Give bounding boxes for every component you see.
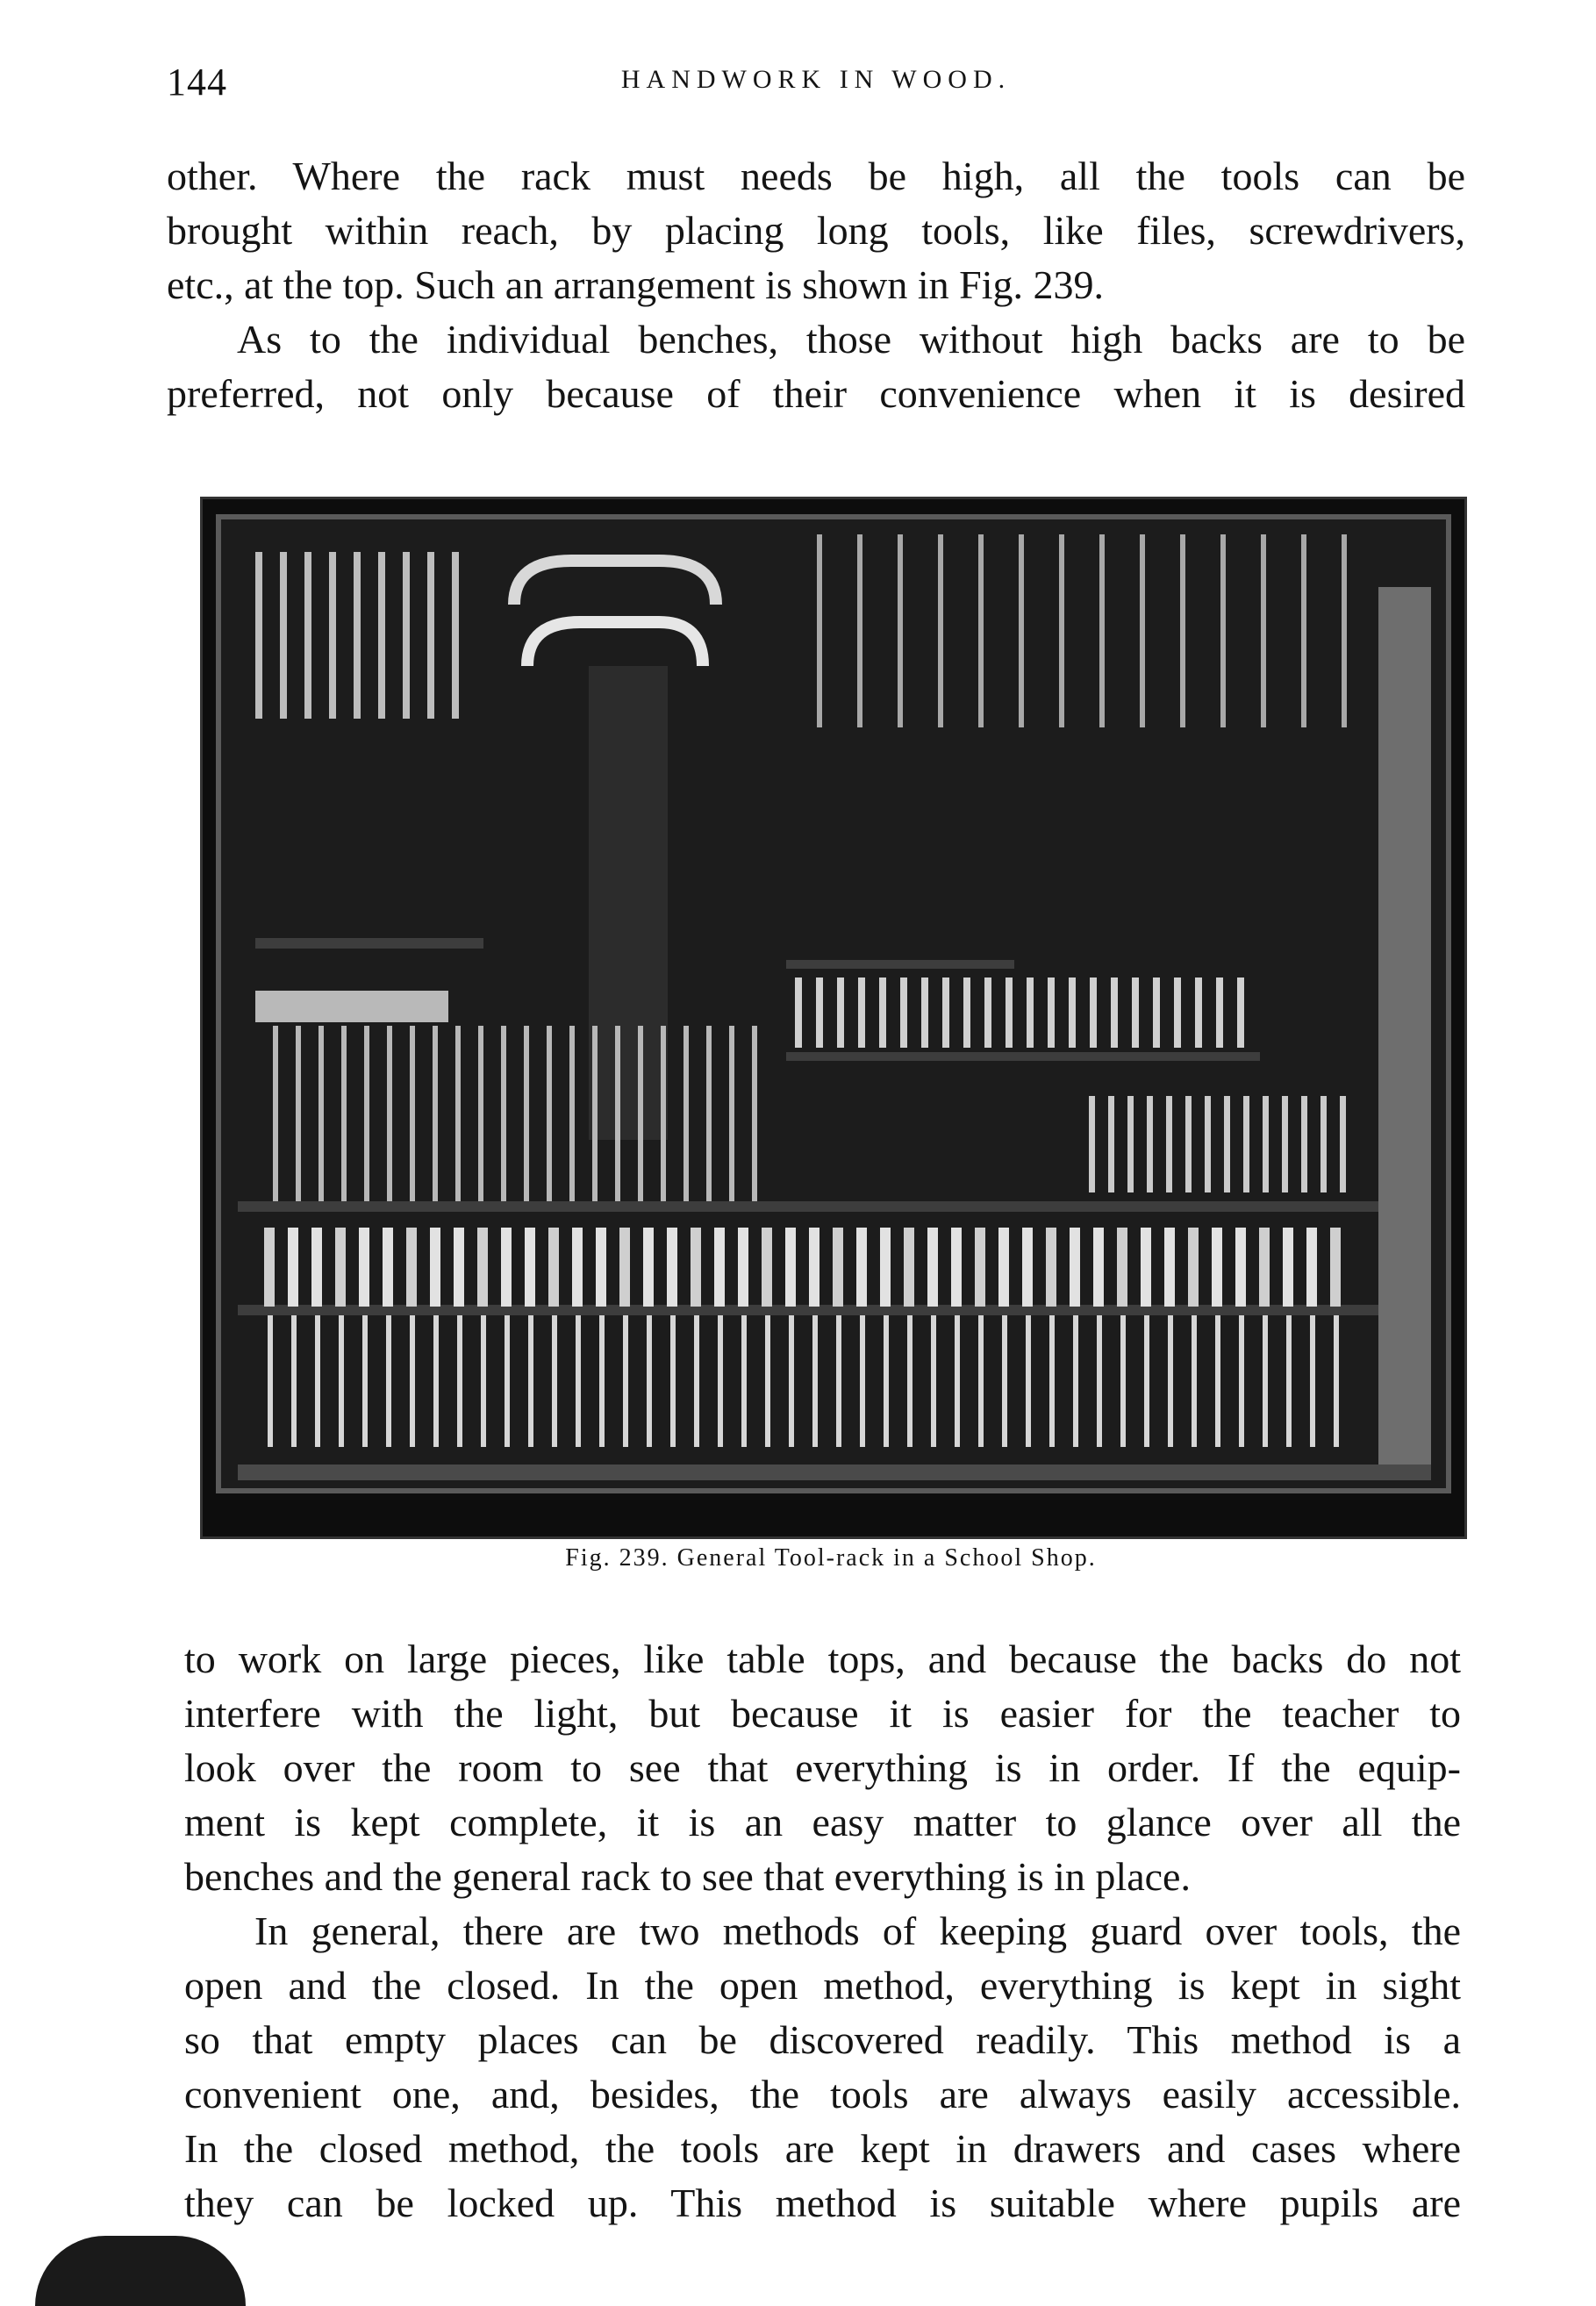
tool-handle (1237, 978, 1244, 1048)
tool-handle (638, 1026, 643, 1201)
rack-side-panel (1378, 587, 1431, 1465)
tool-handle (683, 1026, 689, 1201)
tool-handle (1002, 1315, 1007, 1447)
tool-handle (1174, 978, 1181, 1048)
tool-handle (304, 552, 311, 719)
tool-handle (1166, 1096, 1172, 1192)
tool-handle (978, 534, 984, 727)
tool-handle (1006, 978, 1013, 1048)
tool-handle (1306, 1228, 1317, 1307)
text-line: look over the room to see that everything is in order. If the equip- (184, 1745, 1461, 1790)
tool-handle (1188, 1228, 1199, 1307)
tool-handle (1089, 1096, 1095, 1192)
text-line: preferred, not only because of their convenience when it is desired (167, 371, 1465, 416)
tool-handle (524, 1026, 529, 1201)
tool-handle (273, 1026, 278, 1201)
tool-handle (406, 1228, 417, 1307)
tool-handle (501, 1026, 506, 1201)
tool-handle (548, 1228, 559, 1307)
tool-handle (1192, 1315, 1197, 1447)
tool-handle (296, 1026, 301, 1201)
tool-handle (738, 1228, 748, 1307)
tool-handle (1263, 1096, 1269, 1192)
tool-handle (599, 1315, 605, 1447)
text-line: convenient one, and, besides, the tools are always easily accessible. (184, 2072, 1461, 2116)
tool-handle (817, 534, 822, 727)
tool-handle (762, 1228, 772, 1307)
tool-handle (1224, 1096, 1230, 1192)
tool-handle (569, 1026, 575, 1201)
tool-handle (505, 1315, 510, 1447)
tool-handle (978, 1315, 984, 1447)
tool-handle (1090, 978, 1097, 1048)
scan-thumb-shadow (35, 2236, 246, 2306)
tool-handle (1282, 1096, 1288, 1192)
page-header (167, 53, 1465, 123)
tool-handle (1164, 1228, 1175, 1307)
tool-handle (454, 1228, 464, 1307)
tool-handle (816, 978, 823, 1048)
tool-handle (280, 552, 287, 719)
tool-handle (1168, 1315, 1173, 1447)
tool-handle (1235, 1228, 1246, 1307)
tool-handle (354, 552, 361, 719)
tool-handle (572, 1228, 583, 1307)
tool-handle (552, 1315, 557, 1447)
tool-handle (315, 1315, 320, 1447)
tool-handle (1180, 534, 1185, 727)
tool-handle (1261, 534, 1266, 727)
tool-handle (1048, 978, 1055, 1048)
tool-handle (427, 552, 434, 719)
tool-handle (1111, 978, 1118, 1048)
tool-handle (884, 1315, 889, 1447)
tool-handle (1070, 1228, 1080, 1307)
rack-shelf (238, 1201, 1378, 1212)
text-line: so that empty places can be discovered readily. This method is a (184, 2017, 1461, 2062)
tool-handle (785, 1228, 796, 1307)
text-line: they can be locked up. This method is suitable where pupils are (184, 2181, 1461, 2225)
tool-handle (1141, 1228, 1151, 1307)
tool-handle (880, 1228, 891, 1307)
tool-handle (691, 1228, 701, 1307)
tool-handle (661, 1026, 666, 1201)
tool-handle (329, 552, 336, 719)
tool-handle (1342, 534, 1347, 727)
tool-handle (433, 1026, 438, 1201)
text-line: In general, there are two methods of keeping guard over tools, the (254, 1909, 1461, 1953)
tool-handle (1147, 1096, 1153, 1192)
tool-handle (1216, 978, 1223, 1048)
tool-handle (931, 1315, 936, 1447)
tool-handle (927, 1228, 938, 1307)
tool-handle (900, 978, 907, 1048)
tool-handle (478, 1026, 483, 1201)
tool-handle (1120, 1315, 1126, 1447)
tool-handle (1019, 534, 1024, 727)
tool-handle (667, 1228, 677, 1307)
text-line: to work on large pieces, like table tops, and because the backs do not (184, 1636, 1461, 1681)
tool-handle (362, 1315, 368, 1447)
text-line: open and the closed. In the open method, everything is kept in sight (184, 1963, 1461, 2008)
tool-handle (1099, 534, 1105, 727)
tool-handle (718, 1315, 723, 1447)
tool-handle (1069, 978, 1076, 1048)
tool-handle (1205, 1096, 1211, 1192)
tool-handle (623, 1315, 628, 1447)
tool-handle (765, 1315, 770, 1447)
text-line: brought within reach, by placing long tools, like files, screwdrivers, (167, 208, 1465, 253)
tool-handle (528, 1315, 533, 1447)
tool-handle (1239, 1315, 1244, 1447)
tool-handle (921, 978, 928, 1048)
tool-handle (457, 1315, 462, 1447)
tool-handle (1140, 534, 1145, 727)
tool-handle (383, 1228, 393, 1307)
tool-handle (592, 1026, 598, 1201)
tool-handle (264, 1228, 275, 1307)
tool-handle (1334, 1315, 1339, 1447)
tool-handle (547, 1026, 552, 1201)
tool-handle (856, 1228, 867, 1307)
tool-handle (833, 1228, 843, 1307)
text-line: In the closed method, the tools are kept in drawers and cases where (184, 2126, 1461, 2171)
tool-rack-illustration (203, 499, 1464, 1536)
tool-handle (1117, 1228, 1127, 1307)
tool-handle (904, 1228, 914, 1307)
tool-handle (998, 1228, 1009, 1307)
tool-handle (615, 1026, 620, 1201)
tool-handle (812, 1315, 818, 1447)
running-head: HANDWORK IN WOOD. (620, 65, 1012, 94)
tool-handle (951, 1228, 962, 1307)
tool-handle (1286, 1315, 1292, 1447)
tool-handle (729, 1026, 734, 1201)
tool-handle (1127, 1096, 1134, 1192)
tool-handle (455, 1026, 461, 1201)
tool-handle (1259, 1228, 1270, 1307)
tool-handle (1046, 1228, 1056, 1307)
tool-handle (410, 1315, 415, 1447)
tool-handle (1097, 1315, 1102, 1447)
tool-handle (809, 1228, 819, 1307)
rack-label-card (255, 991, 448, 1022)
tool-handle (1027, 978, 1034, 1048)
tool-handle (452, 552, 459, 719)
tool-handle (984, 978, 991, 1048)
tool-handle (1093, 1228, 1104, 1307)
tool-handle (1059, 534, 1064, 727)
tool-handle (430, 1228, 440, 1307)
tool-handle (1022, 1228, 1033, 1307)
tool-handle (255, 552, 262, 719)
figure-caption: Fig. 239. General Tool-rack in a School Shop. (565, 1544, 1097, 1572)
text-line: ment is kept complete, it is an easy matter to glance over all the (184, 1800, 1461, 1844)
rack-bottom-board (238, 1465, 1431, 1480)
tool-handle (714, 1228, 725, 1307)
tool-handle (433, 1315, 439, 1447)
text-line: benches and the general rack to see that everything is in place. (184, 1854, 1191, 1899)
saw-blade-column (589, 666, 668, 1140)
tool-handle (1144, 1315, 1149, 1447)
tool-handle (1340, 1096, 1346, 1192)
tool-handle (1320, 1096, 1327, 1192)
tool-handle (477, 1228, 488, 1307)
tool-handle (268, 1315, 273, 1447)
tool-handle (1132, 978, 1139, 1048)
tool-handle (335, 1228, 346, 1307)
tool-handle (975, 1228, 985, 1307)
tool-handle (387, 1026, 392, 1201)
tool-handle (741, 1315, 747, 1447)
tool-handle (1220, 534, 1226, 727)
tool-handle (386, 1315, 391, 1447)
tool-handle (1185, 1096, 1192, 1192)
tool-handle (1108, 1096, 1114, 1192)
tool-handle (942, 978, 949, 1048)
tool-handle (311, 1228, 322, 1307)
tool-handle (938, 534, 943, 727)
tool-handle (501, 1228, 512, 1307)
tool-handle (706, 1026, 712, 1201)
tool-handle (858, 978, 865, 1048)
tool-handle (1310, 1315, 1315, 1447)
tool-handle (860, 1315, 865, 1447)
tool-handle (481, 1315, 486, 1447)
tool-handle (857, 534, 862, 727)
tool-handle (341, 1026, 347, 1201)
page-number: 144 (167, 61, 227, 104)
paragraph-top (167, 149, 1465, 421)
tool-handle (694, 1315, 699, 1447)
tool-handle (378, 552, 385, 719)
text-line: etc., at the top. Such an arrangement is shown in Fig. 239. (167, 262, 1105, 307)
tool-handle (318, 1026, 324, 1201)
tool-handle (619, 1228, 630, 1307)
tool-handle (1153, 978, 1160, 1048)
tool-handle (596, 1228, 606, 1307)
tool-handle (339, 1315, 344, 1447)
tool-handle (837, 978, 844, 1048)
tool-handle (576, 1315, 581, 1447)
tool-handle (1283, 1228, 1293, 1307)
tool-handle (795, 978, 802, 1048)
tool-handle (907, 1315, 913, 1447)
text-line: interfere with the light, but because it is easier for the teacher to (184, 1691, 1461, 1736)
tool-handle (955, 1315, 960, 1447)
tool-rack-photograph (200, 497, 1467, 1539)
tool-handle (1073, 1315, 1078, 1447)
tool-handle (291, 1315, 297, 1447)
tool-handle (1212, 1228, 1222, 1307)
tool-handle (1263, 1315, 1268, 1447)
rack-shelf (255, 938, 483, 949)
tool-handle (898, 534, 903, 727)
tool-handle (1301, 1096, 1307, 1192)
tool-handle (403, 552, 410, 719)
tool-handle (836, 1315, 841, 1447)
paragraph-bottom (184, 1632, 1461, 2231)
tool-handle (879, 978, 886, 1048)
tool-handle (1243, 1096, 1249, 1192)
tool-handle (364, 1026, 369, 1201)
tool-handle (643, 1228, 654, 1307)
tool-handle (1215, 1315, 1220, 1447)
tool-handle (359, 1228, 369, 1307)
rack-shelf (786, 960, 1014, 969)
tool-handle (525, 1228, 535, 1307)
tool-handle (789, 1315, 794, 1447)
tool-handle (963, 978, 970, 1048)
tool-handle (1026, 1315, 1031, 1447)
text-line: As to the individual benches, those without high backs are to be (237, 317, 1465, 362)
text-line: other. Where the rack must needs be high, all the tools can be (167, 154, 1465, 198)
tool-handle (1049, 1315, 1055, 1447)
tool-handle (752, 1026, 757, 1201)
tool-handle (1330, 1228, 1341, 1307)
tool-handle (1301, 534, 1306, 727)
tool-handle (410, 1026, 415, 1201)
tool-handle (288, 1228, 298, 1307)
rack-shelf (786, 1052, 1260, 1061)
tool-handle (670, 1315, 676, 1447)
tool-handle (1195, 978, 1202, 1048)
tool-handle (647, 1315, 652, 1447)
